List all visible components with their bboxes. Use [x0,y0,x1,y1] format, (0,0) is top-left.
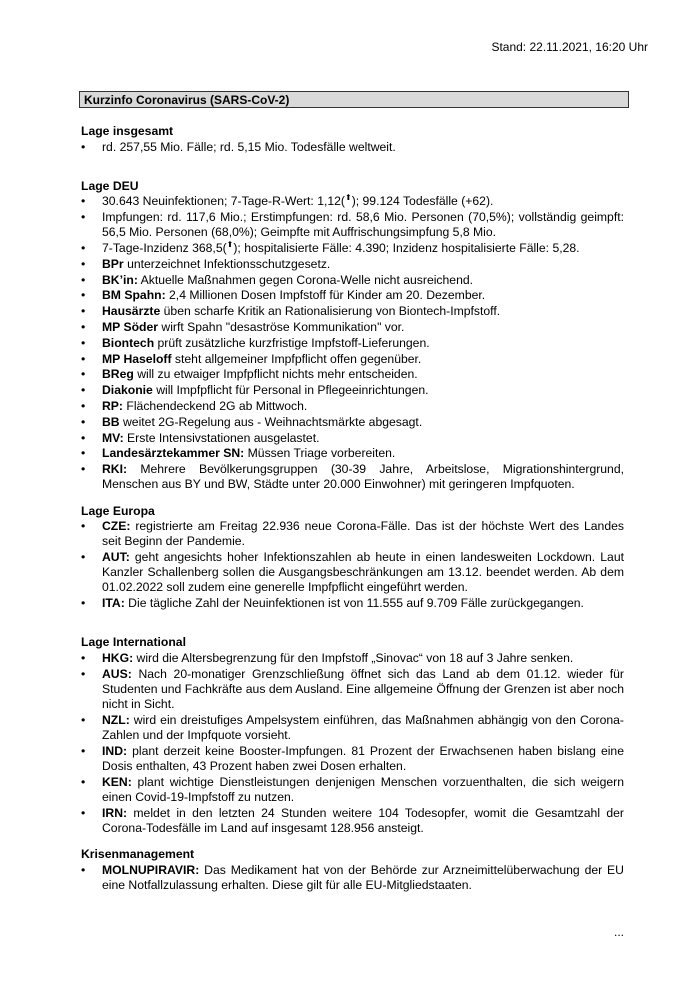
item-text: rd. 257,55 Mio. Fälle; rd. 5,15 Mio. Todesfälle weltweit. [102,139,396,154]
list-item [81,462,624,492]
item-label: Diakonie [102,383,153,398]
bullet-icon: • [81,304,86,319]
item-label: MOLNUPIRAVIR: [102,862,200,877]
item-text: Flächendeckend 2G ab Mittwoch. [123,398,308,413]
item-label: IND: [102,743,128,758]
item-text: Impfungen: rd. 117,6 Mio.; Erstimpfungen: rd. 58,6 Mio. Personen (70,5%); vollständig geimpft: 56,5 Mio. Personen (68,0%); Geimpfte mit Auffrischungsimpfung 5,8 Mio. [102,210,624,240]
bullet-icon: • [81,862,86,877]
section-heading: Lage Europa [81,503,155,518]
bullet-list [81,651,624,836]
bullet-list [81,863,624,893]
section-heading: Lage International [81,635,186,650]
item-text: meldet in den letzten 24 Stunden weitere 104 Todesopfer, womit die Gesamtzahl der Corona-Todesfälle im Land auf insgesamt 128.956 ansteigt. [102,805,624,836]
list-item [81,210,624,240]
item-label: MP Söder [102,319,158,334]
bullet-icon: • [81,288,86,303]
bullet-icon: • [81,596,86,611]
item-label: MV: [102,430,124,445]
list-item [81,667,624,713]
item-text: Nach 20-monatiger Grenzschließung öffnet sich das Land ab dem 01.12. wieder für Studenten und Fachkräfte aus dem Ausland. Eine allgemeine Öffnung der Grenzen ist aber noch nicht in Sicht. [102,666,624,712]
item-label: ITA: [102,596,125,611]
bullet-icon: • [81,446,86,461]
list-item [81,775,624,805]
item-text: geht angesichts hoher Infektionszahlen ab heute in einen landesweiten Lockdown. Laut Kanzler Schallenberg sollen die Ausgangsbeschränkungen am 13.12. beendet werden. Ab dem 01.02.2022 soll zudem eine generelle Impfpflicht eingeführt werden. [102,550,624,595]
list-item [81,241,624,256]
item-label: BPr [102,256,124,271]
item-text: wirft Spahn "desaströse Kommunikation" vor. [158,319,405,334]
item-label: MP Haseloff [102,351,172,366]
item-text: 7-Tage-Inzidenz 368,5(⬆); hospitalisierte Fälle: 4.390; Inzidenz hospitalisierte Fälle: 5,28. [102,240,580,255]
arrow-up-icon: ⬆ [226,240,234,249]
item-text: prüft zusätzliche kurzfristige Impfstoff-Lieferungen. [154,335,430,350]
item-label: BReg [102,367,134,382]
bullet-icon: • [81,666,86,681]
bullet-icon: • [81,774,86,789]
list-item [81,863,624,893]
bullet-icon: • [81,256,86,271]
bullet-icon: • [81,319,86,334]
bullet-icon: • [81,272,86,287]
section [81,847,624,893]
arrow-up-icon: ⬆ [344,193,352,203]
item-text: Erste Intensivstationen ausgelastet. [123,430,320,445]
title-box [79,91,629,108]
bullet-icon: • [81,462,86,477]
item-text: weitet 2G-Regelung aus - Weihnachtsmärkte abgesagt. [119,414,423,429]
list-item [81,336,624,351]
item-label: Landesärztekammer SN: [102,446,245,461]
item-text: Mehrere Bevölkerungsgruppen (30-39 Jahre, Arbeitslose, Migrationshintergrund, Menschen aus BY und BW, Städte unter 20.000 Einwohner) mit geringeren Impfquoten. [102,462,624,492]
bullet-list [81,519,624,611]
item-text: 30.643 Neuinfektionen; 7-Tage-R-Wert: 1,12(⬆); 99.124 Todesfälle (+62). [102,193,494,209]
section [81,179,624,493]
item-text: will zu etwaiger Impfpflicht nichts mehr entscheiden. [133,367,418,382]
list-item [81,273,624,288]
bullet-icon: • [81,367,86,382]
bullet-icon: • [81,712,86,727]
list-item [81,194,624,209]
item-text: registrierte am Freitag 22.936 neue Corona-Fälle. Das ist der höchste Wert des Landes seit Beginn der Pandemie. [102,519,624,549]
section-heading: Krisenmanagement [81,847,195,862]
bullet-icon: • [81,139,86,154]
item-text: plant wichtige Dienstleistungen denjenigen Menschen vorzuenthalten, die sich weigern einen Covid-19-Impfstoff zu nutzen. [102,774,624,805]
item-text: unterzeichnet Infektionsschutzgesetz. [123,256,331,271]
item-label: IRN: [102,805,128,820]
continuation-marker: ... [613,925,624,939]
item-text: Aktuelle Maßnahmen gegen Corona-Welle nicht ausreichend. [137,272,474,287]
item-text: Das Medikament hat von der Behörde zur Arzneimittelüberwachung der EU eine Notfallzulassung erhalten. Diese gilt für alle EU-Mitgliedstaaten. [102,862,624,893]
item-label: BK’in: [102,272,138,287]
bullet-icon: • [81,335,86,350]
document-title: Kurzinfo Coronavirus (SARS-CoV-2) [84,93,290,107]
list-item [81,415,624,430]
document-date: Stand: 22.11.2021, 16:20 Uhr [491,40,648,54]
bullet-icon: • [81,414,86,429]
bullet-icon: • [81,805,86,820]
bullet-icon: • [81,650,86,665]
item-label: Hausärzte [102,304,161,319]
item-text: üben scharfe Kritik an Rationalisierung von Biontech-Impfstoff. [160,304,501,319]
list-item [81,550,624,596]
item-label: Biontech [102,335,155,350]
item-label: RKI: [102,462,128,477]
item-text: wird die Altersbegrenzung für den Impfstoff „Sinovac“ von 18 auf 3 Jahre senken. [133,650,574,665]
bullet-list [81,194,624,492]
bullet-list [81,140,624,155]
list-item [81,806,624,836]
item-text: Die tägliche Zahl der Neuinfektionen ist von 11.555 auf 9.709 Fälle zurückgegangen. [124,596,584,611]
bullet-icon: • [81,743,86,758]
item-label: RP: [102,398,123,413]
bullet-icon: • [81,351,86,366]
section [81,124,624,155]
list-item [81,596,624,611]
list-item [81,744,624,774]
section [81,504,624,612]
item-label: NZL: [102,712,130,727]
item-label: BB [102,414,120,429]
bullet-icon: • [81,519,86,534]
item-label: KEN: [102,774,132,789]
list-item [81,257,624,272]
bullet-icon: • [81,194,86,209]
section-heading: Lage DEU [81,178,139,193]
list-item [81,304,624,319]
item-text: Müssen Triage vorbereiten. [244,446,396,461]
list-item [81,367,624,382]
item-label: BM Spahn: [102,288,166,303]
list-item [81,352,624,367]
list-item [81,431,624,446]
bullet-icon: • [81,398,86,413]
item-label: AUT: [102,550,130,565]
section [81,635,624,836]
list-item [81,320,624,335]
list-item [81,383,624,398]
list-item [81,140,624,155]
item-text: 2,4 Millionen Dosen Impfstoff für Kinder am 20. Dezember. [165,288,486,303]
bullet-icon: • [81,383,86,398]
section-heading: Lage insgesamt [81,124,174,138]
bullet-icon: • [81,241,86,255]
bullet-icon: • [81,210,86,224]
list-item [81,713,624,743]
list-item [81,651,624,666]
item-label: HKG: [102,650,134,665]
list-item [81,519,624,549]
list-item [81,399,624,414]
item-text: will Impfpflicht für Personal in Pflegeeinrichtungen. [152,383,429,398]
bullet-icon: • [81,430,86,445]
list-item [81,446,624,461]
item-text: steht allgemeiner Impfpflicht offen gegenüber. [171,351,422,366]
item-label: AUS: [102,666,132,681]
list-item [81,288,624,303]
document-body [81,124,624,904]
item-text: wird ein dreistufiges Ampelsystem einführen, das Maßnahmen abhängig von den Corona-Zahlen und der Impfquote vorsieht. [102,712,624,743]
item-label: CZE: [102,519,131,534]
bullet-icon: • [81,550,86,565]
item-text: plant derzeit keine Booster-Impfungen. 81 Prozent der Erwachsenen haben bislang eine Dosis enthalten, 43 Prozent haben zwei Dosen erhalten. [102,743,624,774]
